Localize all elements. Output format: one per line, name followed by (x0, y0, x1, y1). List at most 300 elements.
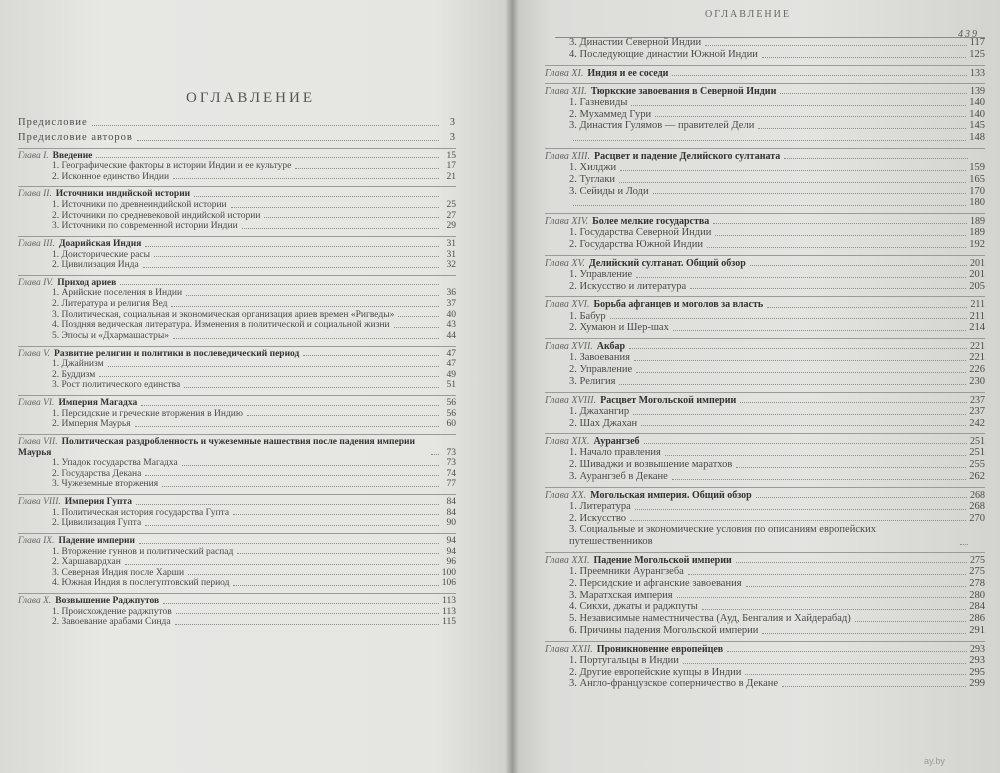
toc-section-entry[interactable] (545, 269, 985, 281)
toc-section-entry[interactable] (18, 320, 456, 331)
toc-chapter-entry[interactable] (18, 278, 456, 289)
page-ref: 295 (969, 666, 985, 678)
toc-chapter-entry[interactable] (545, 68, 985, 79)
toc-section-entry[interactable] (545, 625, 985, 637)
entry-title (52, 578, 229, 589)
toc-section-entry[interactable] (545, 132, 985, 144)
chapter-title: Источники индийской истории (55, 189, 191, 200)
page-ref: 291 (969, 624, 985, 636)
toc-preface-entry[interactable] (18, 117, 456, 129)
chapter-title: Расцвет и падение Делийского султаната (594, 150, 781, 162)
entry-title (52, 250, 150, 261)
page-ref: 251 (969, 447, 985, 459)
page-ref: 189 (970, 216, 985, 228)
entry-text: 4. Сикхи, джаты и раджпуты (569, 601, 698, 613)
dot-leader (644, 443, 967, 444)
entry-title (569, 566, 684, 578)
toc-section-entry[interactable] (18, 479, 456, 490)
toc-section-entry[interactable] (545, 97, 985, 109)
chapter-title: Проникновение европейцев (596, 643, 724, 655)
toc-chapter-entry[interactable] (545, 86, 985, 97)
toc-section-entry[interactable] (545, 227, 985, 239)
entry-title (52, 221, 238, 232)
entry-title (569, 406, 629, 418)
entry-text: 1. Литература (569, 500, 631, 512)
entry-text: 2. Шиваджи и возвышение маратхов (569, 459, 733, 471)
entry-title (545, 86, 776, 97)
chapter-label: Глава VI. (18, 398, 55, 408)
chapter-title: Могольская империя. Общий обзор (590, 489, 752, 501)
toc-chapter-entry[interactable] (18, 239, 456, 250)
entry-title (52, 607, 172, 618)
entry-title (52, 370, 95, 381)
dot-leader (636, 277, 966, 278)
chapter-divider (545, 296, 985, 297)
dot-leader (573, 140, 966, 141)
entry-text: 3. Религия (569, 375, 616, 387)
entry-title (569, 37, 701, 49)
page-ref: 226 (969, 364, 985, 376)
entry-text: 3. Политическая, социальная и экономическая организация ариев времен «Ригведы» (52, 309, 395, 320)
chapter-label: Глава XXI. (545, 554, 590, 566)
toc-chapter-entry[interactable] (18, 151, 456, 162)
toc-section-entry[interactable] (18, 172, 456, 183)
entry-title (52, 359, 104, 370)
toc-chapter-entry[interactable] (545, 258, 985, 269)
chapter-title: Тюркские завоевания в Северной Индии (590, 85, 777, 97)
toc-section-entry[interactable] (18, 568, 456, 579)
page-ref: 3 (449, 117, 456, 128)
dot-leader (629, 348, 967, 349)
entry-text: 1. Управление (569, 268, 633, 280)
page-ref: 255 (969, 459, 985, 471)
toc-section-entry[interactable] (545, 120, 985, 132)
entry-text: 2. Управление (569, 364, 633, 376)
page-ref: 113 (442, 606, 456, 617)
toc-section-entry[interactable] (18, 370, 456, 381)
entry-text: 3. Источники по современной истории Индии (52, 221, 238, 232)
chapter-label: Глава IX. (18, 535, 55, 546)
chapter-label: Глава VIII. (18, 497, 61, 507)
dot-leader (141, 405, 439, 406)
toc-chapter-entry[interactable] (18, 189, 456, 200)
toc-chapter-entry[interactable] (545, 555, 985, 566)
chapter-title: Возвышение Раджпутов (55, 596, 160, 606)
dot-leader (784, 158, 968, 159)
toc-section-entry[interactable] (545, 655, 985, 667)
toc-chapter-entry[interactable] (545, 490, 985, 501)
entry-title (569, 109, 651, 121)
toc-chapter-entry[interactable] (545, 395, 985, 406)
toc-section-entry[interactable] (545, 197, 985, 209)
page-ref: 221 (970, 341, 985, 353)
toc-section-entry[interactable] (18, 221, 456, 232)
page-ref: 270 (969, 512, 985, 524)
page-ref: 242 (969, 417, 985, 429)
toc-section-entry[interactable] (18, 409, 456, 420)
page-ref: 96 (446, 557, 456, 568)
chapter-divider (545, 255, 985, 256)
entry-text: 3. Англо-французское соперничество в Декане (569, 678, 779, 690)
entry-text: 2. Персидские и афганские завоевания (569, 577, 742, 589)
entry-title (52, 547, 233, 558)
page-ref: 84 (446, 497, 456, 507)
dot-leader (740, 402, 967, 403)
toc-section-entry[interactable] (545, 174, 985, 186)
dot-leader (750, 265, 967, 266)
entry-text: 4. Последующие династии Южной Индии (569, 48, 758, 60)
toc-chapter-entry[interactable] (18, 398, 456, 409)
chapter-label: Глава II. (18, 189, 52, 200)
page-ref: 165 (969, 173, 985, 185)
page-ref: 293 (970, 643, 985, 655)
watermark: ay.by (924, 756, 945, 766)
entry-title (569, 578, 742, 590)
entry-title (18, 117, 88, 129)
entry-text: 2. Шах Джахан (569, 417, 638, 429)
toc-section-entry[interactable] (18, 458, 456, 469)
toc-chapter-entry[interactable] (18, 349, 456, 360)
dot-leader (727, 651, 967, 652)
running-header: ОГЛАВЛЕНИЕ (705, 9, 791, 20)
dot-leader (630, 520, 966, 521)
toc-section-entry[interactable] (545, 566, 985, 578)
dot-leader (634, 360, 966, 361)
dot-leader (247, 415, 439, 416)
chapter-label: Глава XVI. (545, 299, 590, 311)
toc-section-entry[interactable] (18, 250, 456, 261)
dot-leader (394, 327, 439, 328)
toc-section-entry[interactable] (18, 578, 456, 589)
toc-section-entry[interactable] (18, 331, 456, 342)
entry-text: 1. Географические факторы в истории Индии и ее культуре (52, 161, 292, 172)
chapter-label: Глава X. (18, 596, 52, 606)
toc-section-entry[interactable] (545, 447, 985, 459)
toc-section-entry[interactable] (18, 359, 456, 370)
chapter-divider (18, 434, 456, 435)
entry-text: 1. Хилджи (569, 162, 617, 174)
toc-chapter-entry[interactable] (545, 341, 985, 352)
page-ref: 94 (446, 546, 456, 557)
page-ref: 280 (969, 589, 985, 601)
toc-chapter-entry[interactable] (545, 299, 985, 310)
page-ref: 237 (969, 405, 985, 417)
dot-leader (145, 525, 439, 526)
dot-leader (125, 564, 439, 565)
toc-section-entry[interactable] (545, 109, 985, 121)
entry-text: 2. Туглаки (569, 173, 616, 185)
page-ref: 140 (969, 108, 985, 120)
dot-leader (767, 307, 967, 308)
toc-section-entry[interactable] (545, 678, 985, 690)
toc-section-entry[interactable] (18, 557, 456, 568)
toc-section-entry[interactable] (18, 469, 456, 480)
toc-section-entry[interactable] (18, 211, 456, 222)
toc-section-entry[interactable] (545, 524, 985, 548)
toc-section-entry[interactable] (18, 299, 456, 310)
entry-title (18, 151, 92, 162)
entry-text: 2. Государства Южной Индии (569, 239, 703, 250)
chapter-divider (545, 433, 985, 434)
page-ref: 100 (441, 567, 456, 578)
toc-section-entry[interactable] (18, 508, 456, 519)
toc-section-entry[interactable] (545, 471, 985, 483)
entry-text: 4. Поздняя ведическая литература. Изменения в политической и социальной жизни (52, 320, 390, 331)
page-ref: 201 (969, 268, 985, 280)
toc-section-entry[interactable] (545, 601, 985, 613)
chapter-title: Падение империи (58, 535, 136, 546)
dot-leader (688, 574, 966, 575)
toc-section-entry[interactable] (18, 380, 456, 391)
chapter-title: Падение Могольской империи (593, 554, 732, 566)
entry-title (18, 189, 190, 200)
entry-title (52, 479, 158, 490)
toc-section-entry[interactable] (18, 547, 456, 558)
entry-text: 2. Империя Маурья (52, 419, 131, 430)
dot-leader (231, 207, 439, 208)
entry-title (52, 409, 243, 420)
toc-section-entry[interactable] (18, 310, 456, 321)
dot-leader (690, 288, 966, 289)
chapter-divider (545, 552, 985, 553)
entry-text: 2. Буддизм (52, 369, 96, 380)
dot-leader (108, 366, 439, 367)
toc-section-entry[interactable] (545, 281, 985, 293)
toc-section-entry[interactable] (545, 590, 985, 602)
page-ref: 262 (969, 470, 985, 482)
chapter-label: Глава XVII. (545, 341, 593, 353)
toc-section-entry[interactable] (545, 513, 985, 525)
page-ref: 31 (446, 249, 456, 260)
toc-preface-entry[interactable] (18, 132, 456, 144)
entry-text: 1. Государства Северной Индии (569, 227, 712, 239)
toc-chapter-entry[interactable] (545, 216, 985, 227)
chapter-label: Глава XIV. (545, 216, 589, 228)
toc-right-column (545, 37, 985, 690)
page-ref: 15 (446, 150, 456, 161)
dot-leader (746, 586, 967, 587)
entry-title (569, 513, 626, 525)
entry-text: 2. Исконное единство Индии (52, 171, 170, 182)
dot-leader (264, 217, 439, 218)
entry-title (52, 260, 139, 271)
dot-leader (782, 686, 966, 687)
toc-section-entry[interactable] (545, 49, 985, 61)
entry-title (569, 49, 758, 61)
chapter-divider (545, 641, 985, 642)
page-ref: 275 (970, 554, 985, 566)
dot-leader (184, 387, 439, 388)
entry-title (569, 459, 732, 471)
entry-text: Предисловие (18, 117, 88, 128)
book-spine (505, 0, 519, 773)
chapter-title: Введение (52, 150, 93, 161)
chapter-label: Глава XXII. (545, 643, 593, 655)
chapter-divider (18, 186, 456, 187)
page-ref: 27 (446, 210, 456, 221)
entry-text: 2. Цивилизация Инда (52, 260, 139, 271)
chapter-label: Глава XX. (545, 489, 587, 501)
dot-leader (673, 330, 966, 331)
toc-section-entry[interactable] (18, 288, 456, 299)
chapter-label: Глава XVIII. (545, 394, 597, 406)
dot-leader (736, 467, 966, 468)
toc-section-entry[interactable] (545, 578, 985, 590)
dot-leader (96, 157, 439, 158)
entry-title (569, 447, 661, 459)
entry-title (18, 536, 135, 547)
entry-text: 5. Независимые наместничества (Ауд, Бенгалия и Хайдерабад) (569, 613, 851, 625)
page-ref: 3 (449, 131, 456, 143)
toc-section-entry[interactable] (18, 200, 456, 211)
entry-title (52, 288, 182, 299)
entry-text: 1. Источники по древнеиндийской истории (52, 200, 227, 210)
toc-section-entry[interactable] (545, 239, 985, 251)
entry-text: 1. Вторжение гуннов и политический распад (52, 546, 234, 557)
dot-leader (655, 116, 966, 117)
dot-leader (610, 318, 967, 319)
toc-section-entry[interactable] (545, 613, 985, 625)
toc-section-entry[interactable] (545, 418, 985, 430)
entry-title (18, 349, 299, 360)
dot-leader (960, 544, 968, 545)
chapter-title: Приход ариев (57, 277, 117, 288)
toc-chapter-entry[interactable] (18, 536, 456, 547)
page-ref: 32 (446, 260, 456, 271)
chapter-title: Империя Гупта (64, 497, 133, 507)
chapter-divider (18, 494, 456, 495)
toc-section-entry[interactable] (545, 322, 985, 334)
dot-leader (713, 223, 967, 224)
dot-leader (736, 562, 967, 563)
toc-chapter-entry[interactable] (18, 497, 456, 508)
page-ref: 84 (446, 507, 456, 518)
page-ref: 201 (970, 257, 985, 269)
chapter-title: Империя Магадха (58, 398, 138, 408)
chapter-title: Аурангзеб (593, 436, 640, 448)
toc-section-entry[interactable] (545, 186, 985, 198)
entry-title (18, 398, 137, 409)
dot-leader (136, 504, 439, 505)
chapter-divider (545, 65, 985, 66)
page-ref: 211 (970, 299, 985, 311)
entry-title (569, 678, 778, 690)
entry-text: 1. Джайнизм (52, 359, 104, 370)
entry-title (52, 200, 227, 211)
toc-section-entry[interactable] (545, 406, 985, 418)
dot-leader (707, 247, 966, 248)
toc-chapter-entry[interactable] (545, 436, 985, 447)
toc-section-entry[interactable] (545, 37, 985, 49)
entry-text: 1. Португальцы в Индии (569, 654, 679, 666)
entry-text: 1. Доисторические расы (52, 249, 150, 260)
page-ref: 125 (969, 48, 985, 60)
dot-leader (173, 338, 439, 339)
entry-title (52, 331, 169, 342)
chapter-divider (18, 593, 456, 594)
toc-section-entry[interactable] (545, 364, 985, 376)
page-number: 439 (958, 29, 979, 40)
page-ref: 117 (969, 37, 985, 48)
chapter-label: Глава III. (18, 238, 55, 249)
entry-title (52, 161, 291, 172)
toc-chapter-entry[interactable] (18, 437, 456, 458)
toc-chapter-entry[interactable] (18, 596, 456, 607)
entry-title (52, 518, 141, 529)
chapter-label: Глава XIX. (545, 436, 590, 448)
dot-leader (120, 284, 439, 285)
entry-title (18, 497, 132, 508)
entry-title (18, 239, 141, 250)
toc-section-entry[interactable] (18, 419, 456, 430)
dot-leader (702, 609, 966, 610)
page-ref: 251 (970, 436, 985, 448)
page-ref: 221 (969, 352, 985, 364)
page-ref: 268 (969, 500, 985, 512)
chapter-label: Глава XII. (545, 85, 587, 97)
page-ref: 211 (969, 310, 985, 322)
toc-section-entry[interactable] (545, 311, 985, 323)
chapter-label: Глава XI. (545, 67, 584, 79)
entry-text: 2. Государства Декана (52, 468, 142, 479)
page-title: ОГЛАВЛЕНИЕ (186, 90, 315, 106)
chapter-divider (545, 213, 985, 214)
entry-text: 1. Упадок государства Магадха (52, 458, 178, 469)
toc-section-entry[interactable] (545, 501, 985, 513)
toc-chapter-entry[interactable] (545, 644, 985, 655)
toc-section-entry[interactable] (18, 607, 456, 618)
entry-text: 3. Маратхская империя (569, 589, 673, 601)
dot-leader (154, 256, 439, 257)
entry-text: 1. Происхождение раджпутов (52, 606, 172, 617)
toc-section-entry[interactable] (18, 260, 456, 271)
dot-leader (745, 674, 966, 675)
page-ref: 115 (442, 617, 456, 628)
entry-text: 3. Династии Северной Индии (569, 37, 702, 48)
toc-chapter-entry[interactable] (545, 151, 985, 162)
entry-text: 1. Преемники Аурангзеба (569, 566, 684, 578)
entry-title (569, 239, 703, 251)
toc-section-entry[interactable] (545, 162, 985, 174)
dot-leader (145, 246, 439, 247)
toc-section-entry[interactable] (18, 518, 456, 529)
toc-section-entry[interactable] (545, 667, 985, 679)
dot-leader (431, 454, 439, 455)
page-ref: 237 (970, 394, 985, 406)
page-ref: 36 (446, 288, 456, 299)
toc-section-entry[interactable] (18, 617, 456, 628)
page-ref: 51 (446, 380, 456, 391)
entry-title (18, 437, 427, 458)
entry-title (545, 299, 763, 310)
toc-section-entry[interactable] (545, 376, 985, 388)
toc-section-entry[interactable] (545, 352, 985, 364)
page-ref: 113 (442, 596, 456, 606)
entry-text: 1. Джахангир (569, 405, 630, 417)
page-ref: 94 (446, 535, 456, 546)
dot-leader (139, 543, 439, 544)
page-ref: 37 (446, 299, 456, 309)
toc-section-entry[interactable] (545, 459, 985, 471)
entry-title (569, 667, 741, 679)
dot-leader (631, 105, 966, 106)
dot-leader (756, 497, 967, 498)
chapter-title: Индия и ее соседи (587, 67, 669, 79)
page-ref: 284 (969, 601, 985, 613)
entry-title (569, 655, 679, 667)
page-ref: 77 (446, 479, 456, 490)
toc-section-entry[interactable] (18, 161, 456, 172)
